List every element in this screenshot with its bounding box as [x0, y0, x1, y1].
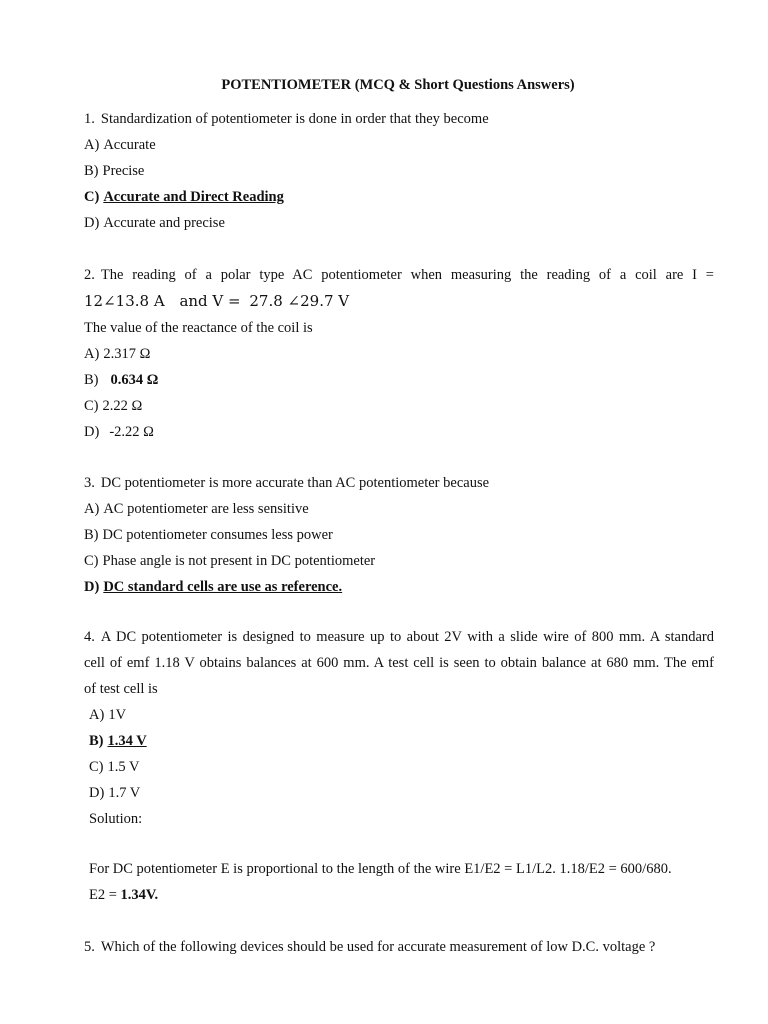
- q4-text-line-2: cell of emf 1.18 V obtains balances at 600 mm. A test cell is seen to obtain balance at 680 mm. The emf: [84, 655, 714, 671]
- option-text: 1.5 V: [107, 759, 140, 775]
- document-title: POTENTIOMETER (MCQ & Short Questions Answers): [221, 77, 575, 93]
- question-number: 1.: [84, 111, 95, 127]
- q3-option-a: [84, 500, 309, 518]
- q4-option-a: [89, 706, 126, 724]
- q3-option-c: [84, 552, 375, 570]
- question-text: Standardization of potentiometer is done in order that they become: [100, 111, 489, 127]
- solution-answer: 1.34V.: [120, 887, 159, 903]
- option-letter: B): [89, 733, 104, 749]
- voltage-value: 27.8 ∠29.7 V: [249, 292, 350, 310]
- question-number: 3.: [84, 475, 95, 491]
- q2-values-line: [84, 292, 349, 310]
- option-text: Accurate and precise: [103, 215, 225, 231]
- question-text: The reading of a polar type AC potentiometer when measuring the reading of a coil are I =: [100, 267, 714, 283]
- q1-option-b: [84, 162, 144, 180]
- solution-line-1: For DC potentiometer E is proportional to the length of the wire E1/E2 = L1/L2. 1.18/E2 = 600/680.: [89, 861, 672, 877]
- question-5: [84, 938, 655, 956]
- q2-option-b-correct: [84, 371, 158, 389]
- question-4: [84, 628, 714, 646]
- option-letter: D): [89, 785, 105, 801]
- question-2: [84, 266, 714, 284]
- option-text: 1.34 V: [107, 733, 147, 749]
- option-text: -2.22 Ω: [109, 424, 154, 440]
- option-letter: B): [84, 163, 99, 179]
- option-text: Phase angle is not present in DC potentiometer: [102, 553, 376, 569]
- option-letter: A): [89, 707, 105, 723]
- option-text: DC standard cells are use as reference.: [103, 579, 343, 595]
- q2-option-d: [84, 423, 154, 441]
- q4-option-d: [89, 784, 140, 802]
- option-letter: C): [84, 189, 100, 205]
- question-text: Which of the following devices should be used for accurate measurement of low D.C. voltage ?: [100, 939, 656, 955]
- option-letter: D): [84, 424, 100, 440]
- question-text: DC potentiometer is more accurate than AC potentiometer because: [100, 475, 490, 491]
- solution-line-2: [89, 886, 158, 904]
- option-text: 1V: [108, 707, 127, 723]
- option-text: Accurate: [103, 137, 156, 153]
- question-3: [84, 474, 489, 492]
- option-letter: C): [84, 553, 99, 569]
- option-letter: B): [84, 372, 99, 388]
- question-number: 4.: [84, 629, 95, 645]
- solution-prefix: E2 =: [89, 887, 121, 903]
- option-text: DC potentiometer consumes less power: [102, 527, 333, 543]
- option-letter: A): [84, 501, 100, 517]
- question-text: A DC potentiometer is designed to measure up to about 2V with a slide wire of 800 mm. A standard: [100, 629, 714, 645]
- question-number: 2.: [84, 267, 95, 283]
- question-number: 5.: [84, 939, 95, 955]
- q3-option-b: [84, 526, 333, 544]
- option-text: Accurate and Direct Reading: [103, 189, 284, 205]
- option-letter: B): [84, 527, 99, 543]
- option-letter: D): [84, 579, 100, 595]
- question-1: [84, 110, 489, 128]
- q2-subtext: The value of the reactance of the coil is: [84, 320, 313, 336]
- q4-option-c: [89, 758, 139, 776]
- option-text: 1.7 V: [108, 785, 141, 801]
- q1-option-c-correct: [84, 188, 284, 206]
- q2-option-a: [84, 345, 150, 363]
- and-text: and V =: [179, 292, 241, 310]
- option-letter: D): [84, 215, 100, 231]
- option-text: 2.317 Ω: [103, 346, 151, 362]
- option-text: AC potentiometer are less sensitive: [103, 501, 309, 517]
- q3-option-d-correct: [84, 578, 342, 596]
- q4-text-line-3: of test cell is: [84, 681, 158, 697]
- q2-option-c: [84, 397, 142, 415]
- q1-option-d: [84, 214, 225, 232]
- option-text: 0.634 Ω: [110, 372, 159, 388]
- option-letter: A): [84, 137, 100, 153]
- solution-label: Solution:: [89, 811, 143, 827]
- q4-option-b-correct: [89, 732, 147, 750]
- option-letter: A): [84, 346, 100, 362]
- option-text: 2.22 Ω: [102, 398, 143, 414]
- option-letter: C): [84, 398, 99, 414]
- option-letter: C): [89, 759, 104, 775]
- q1-option-a: [84, 136, 156, 154]
- current-value: 12∠13.8 A: [84, 292, 165, 310]
- option-text: Precise: [102, 163, 145, 179]
